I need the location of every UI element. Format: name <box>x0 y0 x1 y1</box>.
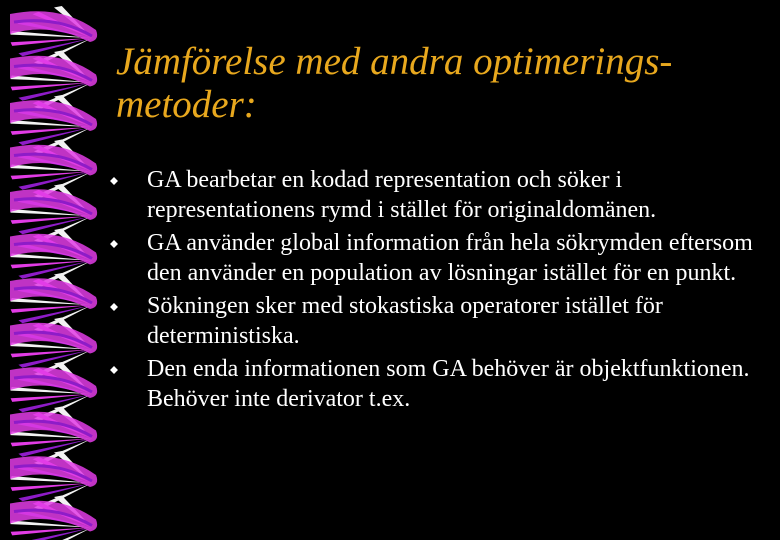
spiral-loop <box>10 100 97 131</box>
spiral-loop <box>10 145 97 176</box>
spiral-wedge <box>11 305 92 313</box>
spiral-wedge <box>11 483 92 491</box>
spiral-wedge <box>11 350 92 358</box>
spiral-binding-decoration <box>0 0 110 540</box>
spiral-loop <box>10 11 97 42</box>
diamond-bullet-icon <box>110 303 118 311</box>
spiral-loop <box>10 367 97 398</box>
spiral-coil <box>10 496 97 540</box>
diamond-bullet-icon <box>110 177 118 185</box>
spiral-wedge <box>11 83 92 91</box>
bullet-list <box>147 165 772 417</box>
spiral-coil <box>10 318 97 377</box>
spiral-coil <box>10 362 97 421</box>
spiral-wedge <box>11 38 92 46</box>
spiral-wedge <box>11 261 92 269</box>
spiral-coil <box>10 95 97 154</box>
spiral-coil <box>10 273 97 332</box>
spiral-wedge <box>11 439 92 447</box>
bullet-item <box>147 291 772 351</box>
bullet-text: Sökningen sker med stokastiska operatorer istället för deterministiska. <box>147 293 663 349</box>
spiral-coil <box>10 140 97 199</box>
spiral-wedge <box>18 528 92 540</box>
spiral-loop <box>10 234 97 265</box>
spiral-wedge <box>11 216 92 224</box>
spiral-coil <box>10 451 97 510</box>
spiral-loop <box>10 501 97 532</box>
spiral-coil <box>10 184 97 243</box>
spiral-wedge <box>11 172 92 180</box>
spiral-loop <box>10 323 97 354</box>
bullet-item <box>147 228 772 288</box>
spiral-loop <box>10 278 97 309</box>
bullet-item <box>147 165 772 225</box>
bullet-text: GA använder global information från hela sökrymden eftersom den använder en population av lösningar istället för en punkt. <box>147 230 753 286</box>
spiral-loop <box>10 412 97 443</box>
bullet-text: Den enda informationen som GA behöver är objektfunktionen. Behöver inte derivator t.ex. <box>147 356 750 412</box>
slide-title: Jämförelse med andra optimerings-metoder: <box>116 40 673 126</box>
spiral-coil <box>10 229 97 288</box>
spiral-loop <box>10 56 97 87</box>
spiral-coil <box>10 6 97 65</box>
diamond-bullet-icon <box>110 240 118 248</box>
spiral-loop <box>10 189 97 220</box>
bullet-item <box>147 354 772 414</box>
spiral-loop <box>10 456 97 487</box>
bullet-text: GA bearbetar en kodad representation och söker i representationens rymd i stället för originaldomänen. <box>147 167 657 223</box>
spiral-wedge <box>11 528 92 536</box>
spiral-coil <box>10 407 97 466</box>
spiral-coil <box>10 51 97 110</box>
diamond-bullet-icon <box>110 366 118 374</box>
spiral-wedge <box>11 394 92 402</box>
spiral-wedge <box>11 127 92 135</box>
